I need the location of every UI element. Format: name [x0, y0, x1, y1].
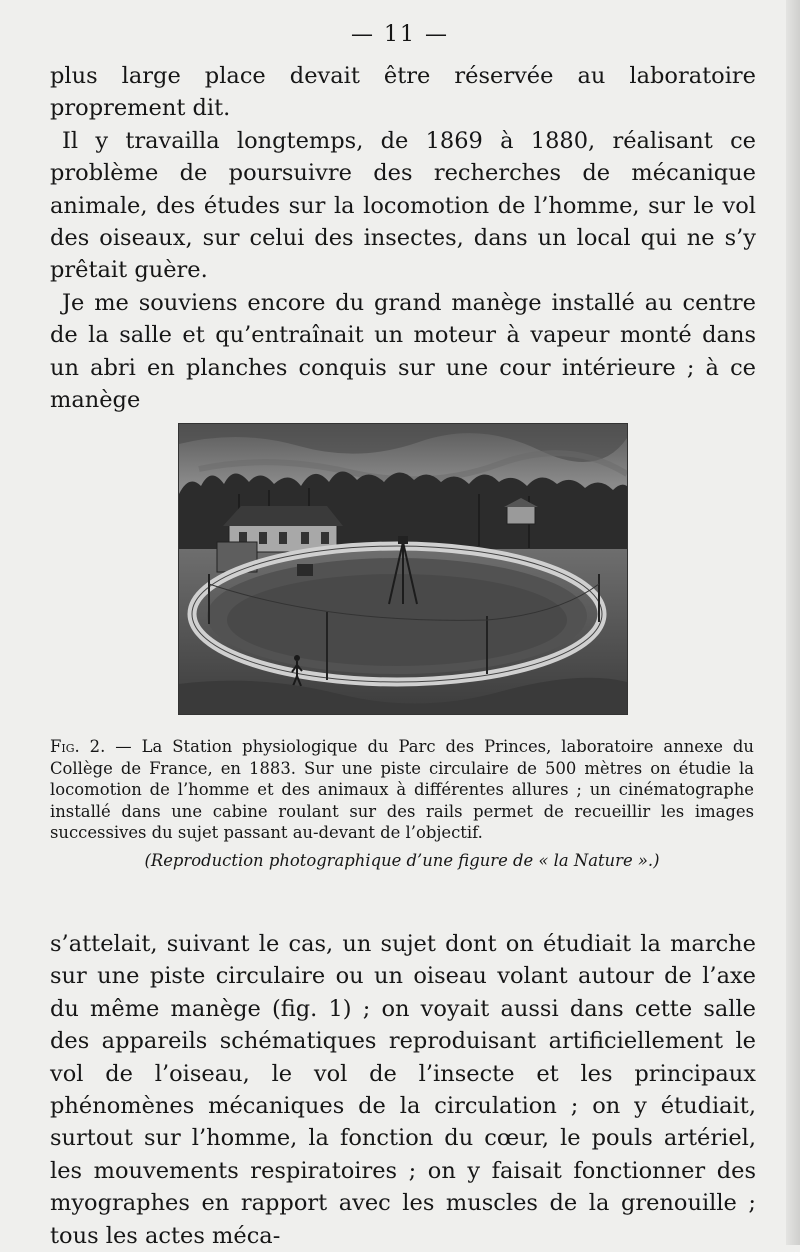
caption-reference: (Reproduction photographique d’une figure de « la Nature ».) [144, 850, 660, 870]
scan-edge [786, 0, 800, 1245]
caption-body: — La Station physiologique du Parc des Princes, laboratoire annexe du Collège de France, en 1883. Sur une piste circulaire de 500 mètres on étudie la locomotion de l’homme et des animaux à différentes allures ; un cinématographe installé dans une cabine roulant sur des rails permet de recueillir les images successives du sujet passant au-devant de l’objectif. [50, 737, 754, 842]
station-engraving [179, 424, 627, 714]
text-block-bottom [50, 928, 756, 1252]
paragraph: Je me souviens encore du grand manège installé au centre de la salle et qu’entraînait un moteur à vapeur monté dans un abri en planches conquis sur une cour intérieure ; à ce manège [50, 289, 756, 414]
paragraph: s’attelait, suivant le cas, un sujet dont on étudiait la marche sur une piste circulaire ou un oiseau volant autour de l’axe du même manège (fig. 1) ; on voyait aussi dans cette salle des appareils schématiques reproduisant artificiellement le vol de l’oiseau, le vol de l’insecte et les principaux phénomènes mécaniques de la circulation ; on y étudiait, surtout sur l’homme, la fonction du cœur, le pouls artériel, les mouvements respiratoires ; on y faisait fonctionner des myographes en rapport avec les muscles de la grenouille ; tous les actes méca- [50, 931, 756, 1249]
paragraph: plus large place devait être réservée au laboratoire proprement dit. [50, 63, 756, 122]
figure-label: Fig. 2. [50, 737, 106, 756]
figure-illustration [178, 423, 628, 715]
paragraph: Il y travailla longtemps, de 1869 à 1880, réalisant ce problème de poursuivre des recherches de mécanique animale, des études sur la locomotion de l’homme, sur le vol des oiseaux, sur celui des insectes, dans un local qui ne s’y prêtait guère. [50, 127, 756, 284]
text-block-top [50, 60, 756, 416]
caption-text [50, 736, 754, 844]
page-number: — 11 — [351, 22, 449, 47]
figure-caption [50, 736, 754, 871]
